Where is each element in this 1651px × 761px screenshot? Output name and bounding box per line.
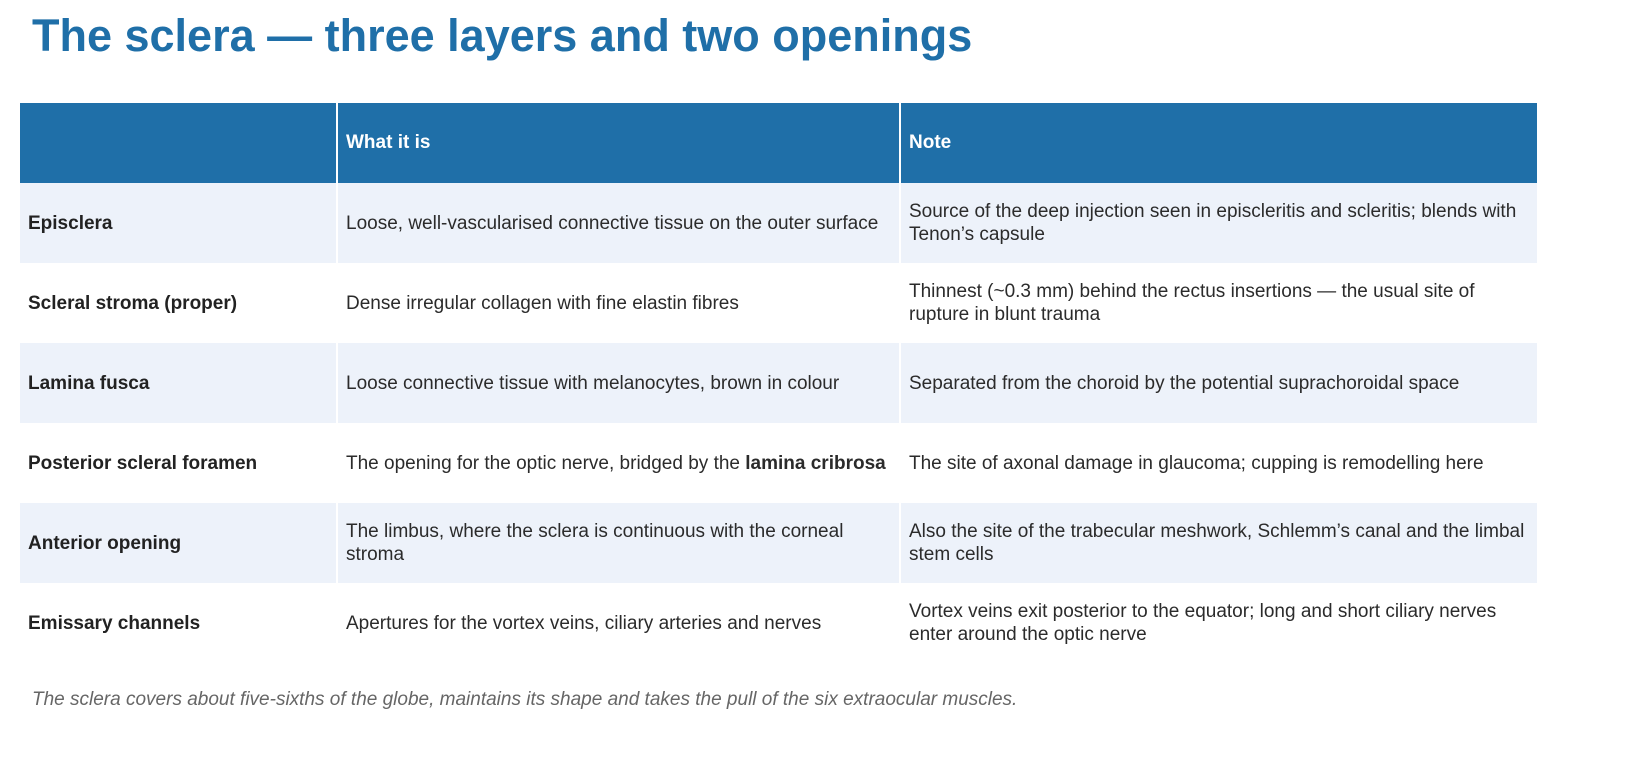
note-cell: The site of axonal damage in glaucoma; cupping is remodelling here [900,423,1537,503]
what-it-is-text: Loose connective tissue with melanocytes, brown in colour [346,372,840,394]
layer-name-cell: Episclera [20,183,337,263]
footnote: The sclera covers about five-sixths of the globe, maintains its shape and takes the pull of the six extraocular muscles. [32,689,1018,710]
table-row [20,583,1537,663]
table-row [20,183,1537,263]
layer-name-cell: Emissary channels [20,583,337,663]
note-cell: Vortex veins exit posterior to the equator; long and short ciliary nerves enter around the optic nerve [900,583,1537,663]
note-cell: Thinnest (~0.3 mm) behind the rectus insertions — the usual site of rupture in blunt trauma [900,263,1537,343]
what-it-is-text: Dense irregular collagen with fine elastin fibres [346,292,739,314]
table-row [20,263,1537,343]
header-cell-what-it-is: What it is [337,103,900,183]
layer-name-cell: Scleral stroma (proper) [20,263,337,343]
what-it-is-cell [337,183,900,263]
what-it-is-bold-text: lamina cribrosa [745,452,886,474]
table-header [20,103,1537,183]
what-it-is-text: The limbus, where the sclera is continuous with the corneal stroma [346,521,844,565]
what-it-is-text: The opening for the optic nerve, bridged by the [346,452,746,474]
note-cell: Also the site of the trabecular meshwork, Schlemm’s canal and the limbal stem cells [900,503,1537,583]
layer-name-cell: Lamina fusca [20,343,337,423]
header-row [20,103,1537,183]
what-it-is-cell [337,263,900,343]
sclera-table-container [20,103,1537,663]
table-row [20,343,1537,423]
what-it-is-cell [337,503,900,583]
note-cell: Separated from the choroid by the potential suprachoroidal space [900,343,1537,423]
what-it-is-cell [337,343,900,423]
header-cell-layer [20,103,337,183]
sclera-layers-table [20,103,1537,663]
layer-name-cell: Posterior scleral foramen [20,423,337,503]
what-it-is-cell [337,423,900,503]
header-cell-note: Note [900,103,1537,183]
layer-name-cell: Anterior opening [20,503,337,583]
table-body [20,183,1537,663]
table-row [20,423,1537,503]
what-it-is-text: Loose, well-vascularised connective tissue on the outer surface [346,212,879,234]
note-cell: Source of the deep injection seen in episcleritis and scleritis; blends with Tenon’s capsule [900,183,1537,263]
page-title: The sclera — three layers and two openings [32,10,973,61]
table-row [20,503,1537,583]
what-it-is-text: Apertures for the vortex veins, ciliary arteries and nerves [346,612,822,634]
what-it-is-cell [337,583,900,663]
